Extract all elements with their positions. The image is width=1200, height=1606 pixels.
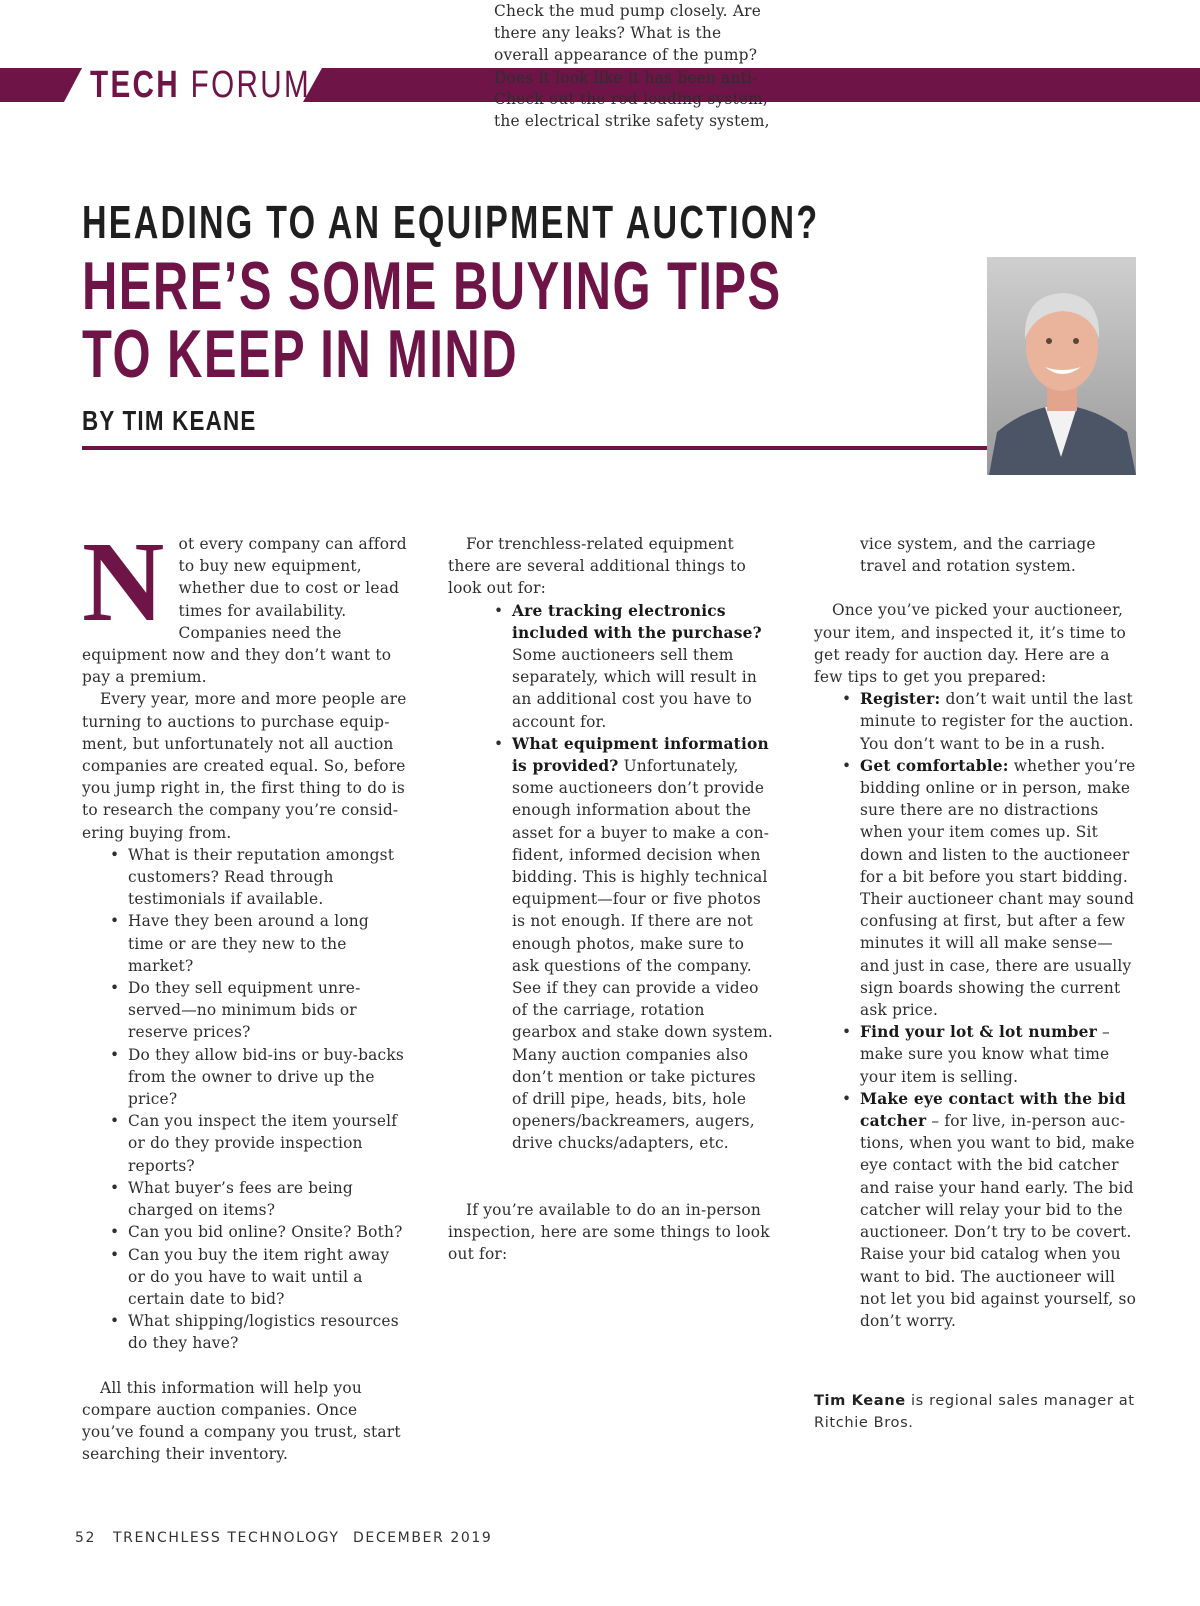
list-item (860, 755, 1139, 1021)
trenchless-tip-list (512, 600, 773, 1155)
list-item-text: don’t wait until the last minute to register for the auction. You don’t want to be in a rush. (860, 690, 1134, 753)
section-title (90, 64, 311, 106)
headline-kicker: HEADING TO AN EQUIPMENT AUCTION? (82, 196, 820, 248)
list-item: • Can you bid online? Onsite? Both? (128, 1221, 407, 1243)
column-3 (814, 533, 1139, 1332)
list-item: • What shipping/logistics resources do they have? (128, 1310, 407, 1354)
column-1 (82, 518, 407, 1465)
list-item (860, 1021, 1139, 1088)
list-item: • Do they allow bid-ins or buy-backs from the owner to drive up the price? (128, 1044, 407, 1111)
section-title-light: FORUM (190, 64, 311, 106)
inspection-list-continued (494, 0, 773, 132)
list-item-lead: Are tracking electronics included with the purchase? (512, 601, 762, 642)
list-item (512, 733, 773, 1155)
author-bio-text: is regional sales manager at Ritchie Bros. (814, 1392, 1135, 1431)
column-2 (448, 533, 773, 1265)
auction-day-tip-list (860, 688, 1139, 1332)
list-item (860, 1088, 1139, 1332)
column-2-continued (448, 0, 773, 132)
list-item: • Check out the rod loading system, the electrical strike safety system, (494, 88, 773, 132)
author-name: Tim Keane (814, 1392, 906, 1409)
list-item: • What is their reputation amongst customers? Read through testimonials if available. (128, 844, 407, 911)
research-question-list (128, 844, 407, 1355)
list-item: • Do they sell equipment unreserved—no minimum bids or reserve prices? (128, 977, 407, 1044)
headline (82, 248, 782, 392)
list-item: • Can you inspect the item yourself or do they provide inspection reports? (128, 1110, 407, 1177)
publication-name: TRENCHLESS TECHNOLOGY (113, 1530, 340, 1546)
list-item: • What buyer’s fees are being charged on items? (128, 1177, 407, 1221)
paragraph-auction-day: Once you’ve picked your auctioneer, your item, and inspected it, it’s time to get ready for auction day. Here are a few tips to get you prepared: (814, 601, 1126, 687)
paragraph-inspection-intro: If you’re available to do an in-person inspection, here are some things to look out for: (448, 1200, 770, 1264)
paragraph-research: Every year, more and more people are turning to auctions to purchase equipment, but unfortunately not all auction companies are created equal. So, before you jump right in, the first thing to do is to research the company you’re considering buying from. (82, 690, 407, 842)
list-item-text: – for live, in-person auctions, when you want to bid, make eye contact with the bid catcher and raise your hand early. The bid catcher will relay your bid to the auctioneer. Don’t try to be covert. Raise your bid catalog when you want to bid. The auctioneer will not let you bid against yourself, so don’t worry. (860, 1112, 1137, 1330)
list-item-text: Some auctioneers sell them separately, which will result in an additional cost you have to account for. (512, 646, 757, 731)
paragraph-closing: All this information will help you compare auction companies. Once you’ve found a company you trust, start searching their inventory. (82, 1378, 401, 1464)
drop-cap: N (82, 518, 165, 645)
list-item-lead: Get comfortable: (860, 756, 1009, 775)
list-item-text: whether you’re bidding online or in person, make sure there are no distractions when your item comes up. Sit down and listen to the auctioneer for a bit before you start bidding. Their auctioneer chant may sound confusing at first, but after a few minutes it will all make sense—and just in case, there are usually sign boards showing the current ask price. (860, 756, 1136, 1020)
list-item-text: Unfortunately, some auctioneers don’t provide enough information about the asset for a buyer to make a confident, informed decision when bidding. This is highly technical equipment—four or five photos is not enough. If there are not enough photos, make sure to ask questions of the company. See if they can provide a video of the carriage, rotation gearbox and stake down system. Many auction companies also don’t mention or take pictures of drill pipe, heads, bits, hole openers/backreamers, augers, drive chucks/adapters, etc. (512, 757, 773, 1153)
list-item (512, 600, 773, 733)
intro-paragraph: ot every company can afford to buy new equipment, whether due to cost or lead times for availability. Companies need the equipment now and they don’t want to pay a premium. (82, 535, 407, 687)
list-item: • Have they been around a long time or are they new to the market? (128, 910, 407, 977)
list-item-lead: Find your lot & lot number (860, 1023, 1097, 1042)
list-item-lead: Register: (860, 690, 941, 709)
list-item-lead: Make eye contact with the bid catcher (860, 1089, 1126, 1131)
byline: BY TIM KEANE (82, 405, 257, 436)
author-bio (814, 1390, 1144, 1434)
section-title-bold: TECH (90, 64, 181, 106)
page-number: 52 (75, 1530, 97, 1546)
paragraph-trenchless-intro: For trenchless-related equipment there are several additional things to look out for: (448, 535, 746, 598)
list-item-lead: What equipment information is provided? (512, 734, 769, 776)
issue-date: DECEMBER 2019 (353, 1530, 493, 1546)
headline-rule (82, 446, 988, 450)
paragraph-continued: vice system, and the carriage travel and rotation system. (860, 535, 1096, 576)
list-item (860, 688, 1139, 755)
headline-line-1: HERE’S SOME BUYING TIPS (82, 248, 782, 324)
author-photo (987, 257, 1136, 475)
page-footer (75, 1530, 492, 1546)
list-item: • Can you buy the item right away or do you have to wait until a certain date to bid? (128, 1244, 407, 1311)
list-item: • Check the mud pump closely. Are there any leaks? What is the overall appearance of the pump? Does it look like it has been anti- (494, 0, 773, 88)
list-item-text: – make sure you know what time your item is selling. (860, 1023, 1110, 1086)
headline-line-2: TO KEEP IN MIND (82, 316, 519, 392)
